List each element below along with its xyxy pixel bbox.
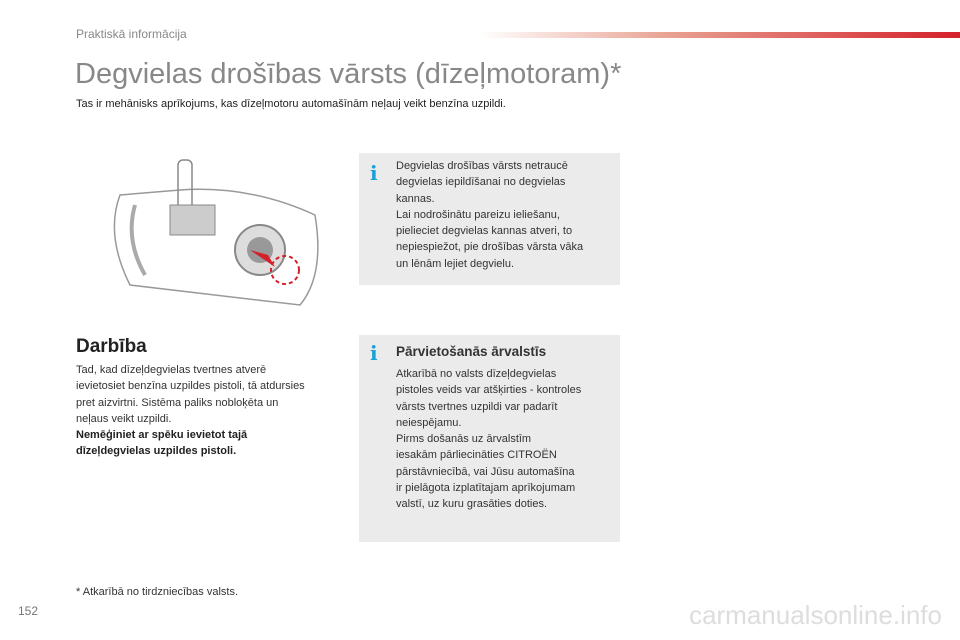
info-text: Atkarībā no valsts dīzeļdegvielas pistoles veids var atšķirties - kontroles vārsts tvertnes uzpildi var padarīt neiespējamu. Pirms došanās uz ārvalstīm iesakām pārliecināties CITROËN pārstāvniecībā, vai Jūsu automašīna ir pielāgota izplatītajam aprīkojumam valstī, uz kuru grasāties doties. [396,368,582,511]
page-title: Degvielas drošības vārsts (dīzeļmotoram)* [75,58,622,90]
intro-text: Tas ir mehānisks aprīkojums, kas dīzeļmotoru automašīnām neļauj veikt benzīna uzpildi. [76,98,506,110]
section-heading: Darbība [76,336,147,357]
info-box-canister [359,153,620,285]
info-heading: Pārvietošanās ārvalstīs [396,344,547,359]
section-text: Tad, kad dīzeļdegvielas tvertnes atverē ievietosiet benzīna uzpildes pistoli, tā atdursies pret aizvirtni. Sistēma paliks nobloķēta un neļaus veikt uzpildi. [76,364,305,425]
footnote: * Atkarībā no tirdzniecības valsts. [76,586,239,598]
info-text: Degvielas drošības vārsts netraucē degvielas iepildīšanai no degvielas kannas. Lai nodrošinātu pareizu ieliešanu, pielieciet degvielas kannas atveri, to nepiespiežot, pie drošības vārsta vāka un lēnām lejiet degvielu. [396,160,584,270]
info-icon: i [370,161,378,185]
watermark: carmanualsonline.info [689,600,942,630]
page-number: 152 [18,604,39,618]
section-header: Praktiskā informācija [76,27,187,41]
header-bar [480,32,960,38]
info-box-abroad [359,335,620,542]
fuel-filler-illustration [100,155,330,315]
info-icon: i [370,341,378,365]
warning-text: Nemēģiniet ar spēku ievietot tajā dīzeļdegvielas uzpildes pistoli. [76,429,248,458]
